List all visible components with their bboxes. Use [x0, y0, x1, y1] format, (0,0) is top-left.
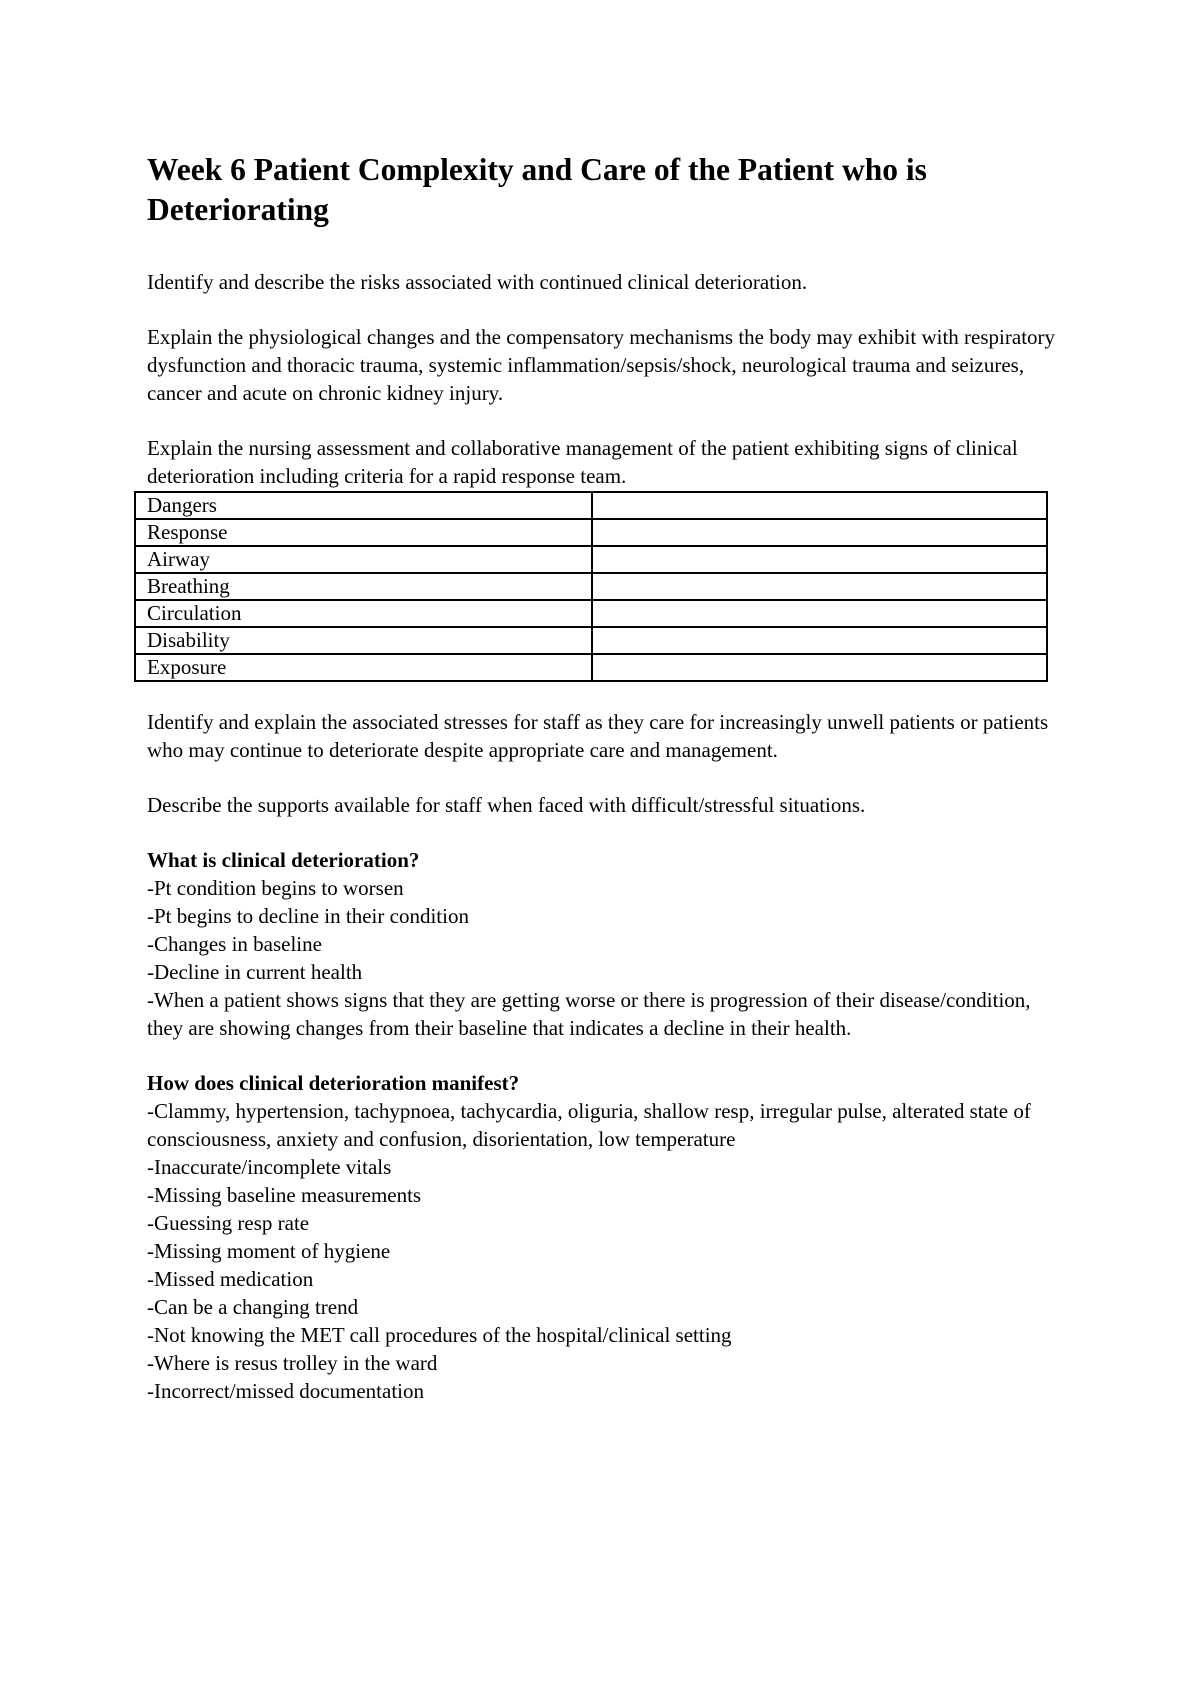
table-cell-label: Airway [135, 546, 592, 573]
list-item: -Clammy, hypertension, tachypnoea, tachycardia, oliguria, shallow resp, irregular pulse, alterated state of consciousness, anxiety and confusion, disorientation, low temperature [147, 1099, 1031, 1151]
table-cell-label: Response [135, 519, 592, 546]
list-item: -Pt condition begins to worsen [147, 876, 404, 900]
page-title: Week 6 Patient Complexity and Care of the Patient who is Deteriorating [147, 152, 927, 227]
table-cell-value [592, 654, 1047, 681]
list-item: -Changes in baseline [147, 932, 322, 956]
list-item: -Not knowing the MET call procedures of the hospital/clinical setting [147, 1323, 732, 1347]
table-cell-value [592, 546, 1047, 573]
document-page [147, 150, 1067, 1432]
table-row [135, 546, 1047, 573]
table-cell-label: Dangers [135, 492, 592, 519]
table-cell-value [592, 492, 1047, 519]
list-item: -Missed medication [147, 1267, 314, 1291]
objective-paragraph: Identify and explain the associated stresses for staff as they care for increasingly unwell patients or patients who may continue to deteriorate despite appropriate care and management. [147, 710, 1049, 762]
table-cell-value [592, 573, 1047, 600]
objective-paragraph: Explain the physiological changes and the compensatory mechanisms the body may exhibit with respiratory dysfunction and thoracic trauma, systemic inflammation/sepsis/shock, neurological trauma and seizures, cancer and acute on chronic kidney injury. [147, 325, 1056, 405]
section-what-is-deterioration [147, 846, 1067, 1042]
table-cell-label: Disability [135, 627, 592, 654]
list-item: -When a patient shows signs that they are getting worse or there is progression of their disease/condition, they are showing changes from their baseline that indicates a decline in their health. [147, 988, 1031, 1040]
section-how-deterioration-manifests [147, 1069, 1067, 1405]
section-heading: How does clinical deterioration manifest? [147, 1071, 520, 1095]
table-row [135, 492, 1047, 519]
table-row [135, 627, 1047, 654]
list-item: -Where is resus trolley in the ward [147, 1351, 438, 1375]
list-item: -Decline in current health [147, 960, 363, 984]
list-item: -Incorrect/missed documentation [147, 1379, 424, 1403]
table-cell-value [592, 519, 1047, 546]
objective-paragraph: Explain the nursing assessment and collaborative management of the patient exhibiting signs of clinical deterioration including criteria for a rapid response team. [147, 436, 1018, 488]
section-heading: What is clinical deterioration? [147, 848, 420, 872]
table-cell-label: Breathing [135, 573, 592, 600]
drsabcde-table [134, 491, 1048, 682]
objective-paragraph: Describe the supports available for staff when faced with difficult/stressful situations. [147, 793, 866, 817]
list-item: -Inaccurate/incomplete vitals [147, 1155, 392, 1179]
list-item: -Guessing resp rate [147, 1211, 310, 1235]
table-row [135, 573, 1047, 600]
table-cell-value [592, 600, 1047, 627]
list-item: -Missing baseline measurements [147, 1183, 422, 1207]
list-item: -Missing moment of hygiene [147, 1239, 391, 1263]
table-row [135, 654, 1047, 681]
table-cell-value [592, 627, 1047, 654]
list-item: -Can be a changing trend [147, 1295, 359, 1319]
table-row [135, 519, 1047, 546]
table-cell-label: Circulation [135, 600, 592, 627]
objective-paragraph: Identify and describe the risks associated with continued clinical deterioration. [147, 270, 808, 294]
table-cell-label: Exposure [135, 654, 592, 681]
table-row [135, 600, 1047, 627]
list-item: -Pt begins to decline in their condition [147, 904, 469, 928]
